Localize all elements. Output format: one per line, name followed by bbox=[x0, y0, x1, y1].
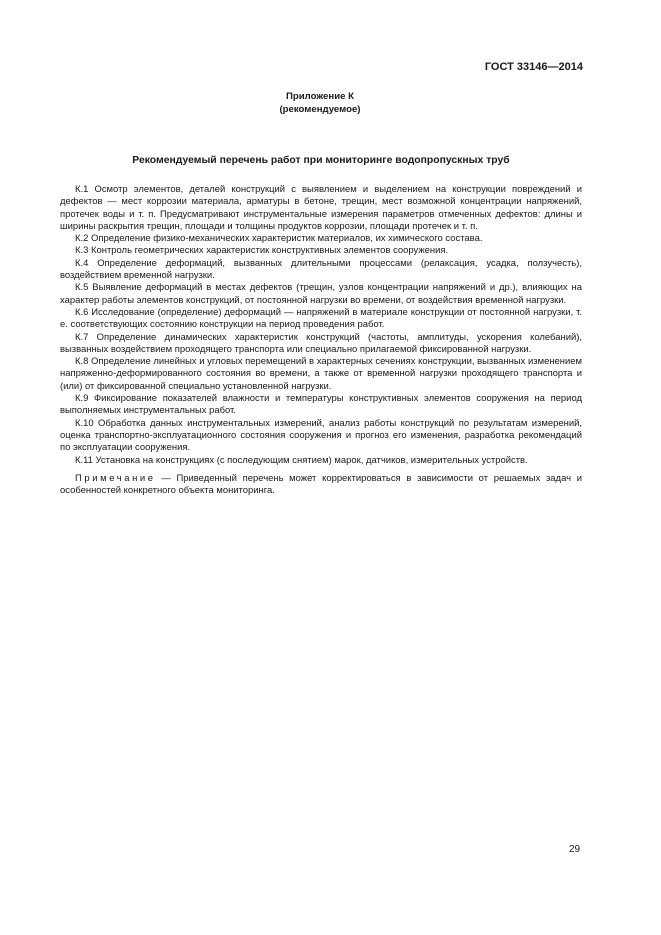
appendix-heading bbox=[0, 91, 640, 116]
list-item: К.8 Определение линейных и угловых перемещений в характерных сечениях конструкции, вызванных изменением напряженно-деформированного состояния во времени, а также от временной нагрузки проходящего транспорта и (или) от фиксированной специально установленной нагрузки. bbox=[60, 356, 582, 392]
list-item: К.6 Исследование (определение) деформаций — напряжений в материале конструкции от постоянной нагрузки, т. е. соответствующих состоянию конструкции на период проведения работ. bbox=[60, 306, 582, 331]
list-item: К.5 Выявление деформаций в местах дефектов (трещин, узлов концентрации напряжений и др.), влияющих на характер работы элементов конструкций, от постоянной нагрузки во времени, от воздействия временной нагрузки. bbox=[60, 282, 582, 306]
page-number: 29 bbox=[569, 844, 581, 855]
note-text: — Приведенный перечень может корректироваться в зависимости от решаемых задач и особенностей конкретного объекта мониторинга. bbox=[60, 472, 582, 497]
document-body bbox=[60, 184, 582, 497]
standard-header: ГОСТ 33146—2014 bbox=[484, 61, 583, 73]
list-item: К.2 Определение физико-механических характеристик материалов, их химического состава. bbox=[75, 233, 483, 245]
list-item: К.7 Определение динамических характеристик конструкций (частоты, амплитуды, ускорения колебаний), вызванных воздействием проходящего транспорта или специально прилагаемой фиксированной нагрузки. bbox=[60, 331, 582, 355]
section-heading: Рекомендуемый перечень работ при мониторинге водопропускных труб bbox=[132, 155, 510, 166]
list-item: К.4 Определение деформаций, вызванных длительными процессами (релаксация, усадка, ползучесть), воздействием временной нагрузки. bbox=[60, 257, 582, 282]
list-item: К.11 Установка на конструкциях (с последующим снятием) марок, датчиков, измерительных устройств. bbox=[75, 454, 528, 466]
list-item: К.1 Осмотр элементов, деталей конструкций с выявлением и выделением на конструкции повреждений и дефектов — мест коррозии материала, арматуры в бетоне, трещин, мест возможной концентрации напряжений, протечек воды и т. п. Предусматривают инструментальные измерения параметров отмеченных дефектов: длины и ширины раскрытия трещин, площади и толщины продуктов коррозии, площади протечек и т. п. bbox=[60, 184, 582, 232]
list-item: К.3 Контроль геометрических характеристик конструктивных элементов сооружения. bbox=[75, 245, 449, 257]
appendix-title: Приложение К bbox=[286, 91, 354, 102]
list-item: К.9 Фиксирование показателей влажности и температуры конструктивных элементов сооружения на период выполняемых инструментальных работ. bbox=[60, 393, 582, 417]
list-item: К.10 Обработка данных инструментальных измерений, анализ работы конструкций по результатам измерений, оценка транспортно-эксплуатационного состояния сооружения и прогноз его изменения, разработка рекомендаций по эксплуатации сооружения. bbox=[60, 417, 582, 454]
note bbox=[60, 473, 582, 498]
note-label: Примечание bbox=[75, 472, 156, 484]
appendix-status: (рекомендуемое) bbox=[279, 103, 361, 115]
